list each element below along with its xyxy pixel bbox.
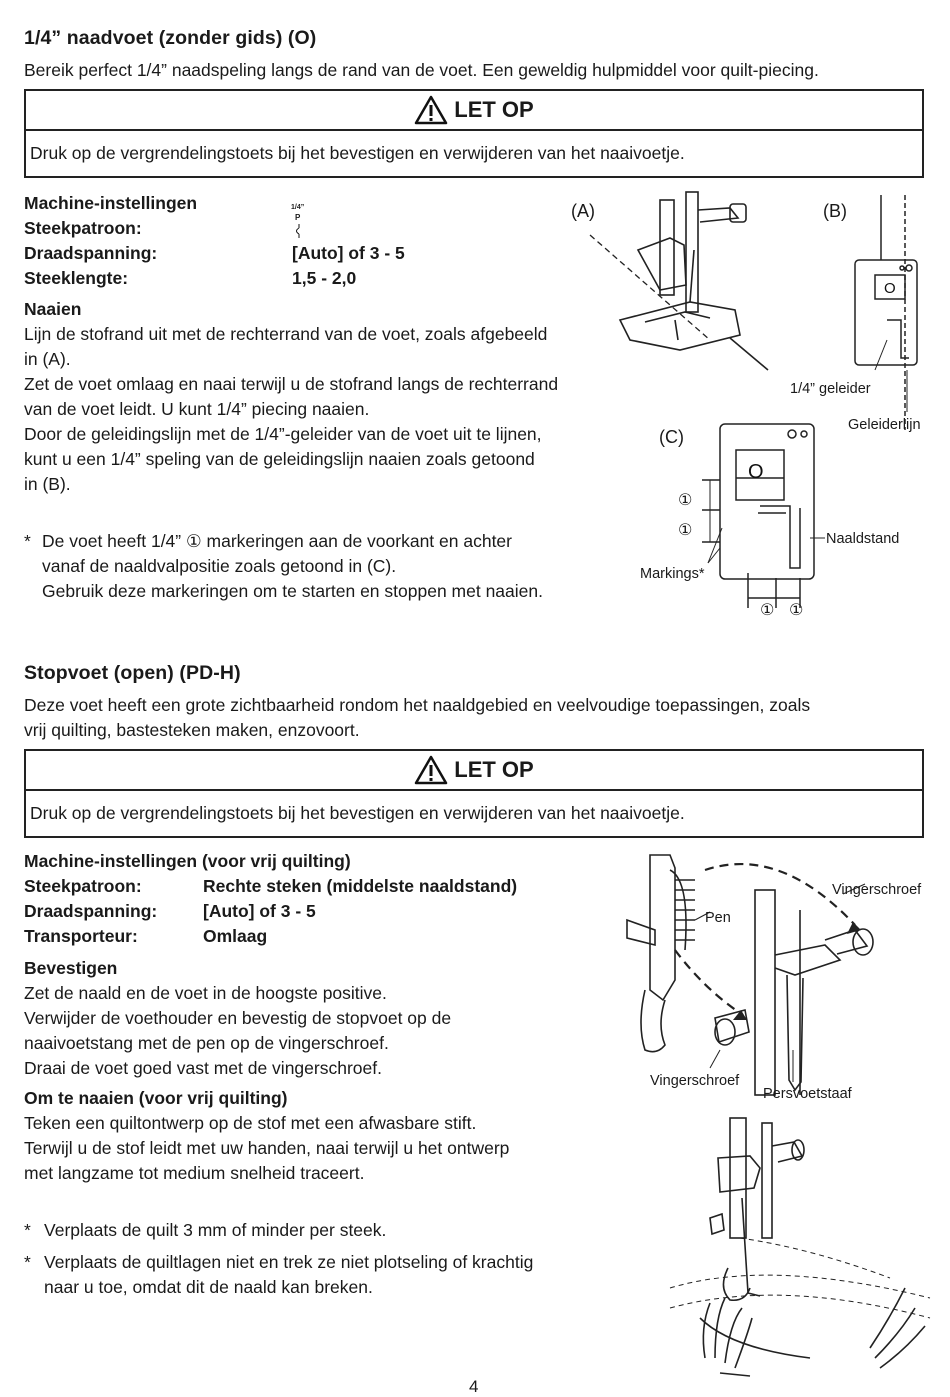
intro-line: vrij quilting, bastesteken maken, enzovoort. bbox=[24, 720, 360, 740]
sewing-line: kunt u een 1/4” speling van de geleidingslijn naaien zoals getoond bbox=[24, 449, 535, 469]
free-quilting-illustration bbox=[690, 1118, 930, 1378]
settings2-label-feed: Transporteur: bbox=[24, 926, 138, 946]
note-line: Verplaats de quiltlagen niet en trek ze niet plotseling of krachtig bbox=[44, 1252, 534, 1272]
note-line: De voet heeft 1/4” ① markeringen aan de voorkant en achter bbox=[42, 531, 512, 551]
figure-c-foot-letter: O bbox=[748, 461, 764, 483]
caution-heading: LET OP bbox=[454, 757, 534, 782]
figure-a-label: (A) bbox=[571, 201, 595, 221]
sewing-line: Door de geleidingslijn met de 1/4”-geleider van de voet uit te lijnen, bbox=[24, 424, 542, 444]
sewing-text bbox=[24, 322, 558, 497]
thumbscrew-label-bottom: Vingerschroef bbox=[650, 1073, 740, 1089]
note-star: * bbox=[24, 531, 31, 551]
note-text bbox=[42, 529, 543, 604]
attach-line: Draai de voet goed vast met de vingerschroef. bbox=[24, 1058, 382, 1078]
guideline-label: Geleiderlijn bbox=[848, 417, 921, 433]
caution-box-2 bbox=[24, 749, 924, 838]
attach-heading: Bevestigen bbox=[24, 958, 118, 978]
circle-one-marker: ① bbox=[678, 492, 693, 509]
sewing-line: van de voet leidt. U kunt 1/4” piecing naaien. bbox=[24, 399, 370, 419]
note-line: Gebruik deze markeringen om te starten en stoppen met naaien. bbox=[42, 581, 543, 601]
sew-line: met langzame tot medium snelheid traceert. bbox=[24, 1163, 365, 1183]
attach-line: Verwijder de voethouder en bevestig de stopvoet op de bbox=[24, 1008, 452, 1028]
note-text bbox=[44, 1250, 533, 1300]
stitch-pattern-icon bbox=[289, 204, 319, 240]
settings2-heading: Machine-instellingen (voor vrij quilting) bbox=[24, 851, 351, 871]
note-line: vanaf de naaldvalpositie zoals getoond in (C). bbox=[42, 556, 397, 576]
settings-label-stitch: Steekpatroon: bbox=[24, 218, 142, 238]
markings-label: Markings* bbox=[640, 566, 705, 582]
caution-box-1 bbox=[24, 89, 924, 178]
note-line: Verplaats de quilt 3 mm of minder per steek. bbox=[44, 1220, 387, 1240]
section2-title: Stopvoet (open) (PD-H) bbox=[24, 662, 241, 684]
settings-value-tension: [Auto] of 3 - 5 bbox=[292, 243, 405, 263]
settings2-value-feed: Omlaag bbox=[203, 926, 268, 946]
guide-label: 1/4” geleider bbox=[790, 381, 871, 397]
figure-a-illustration bbox=[590, 190, 790, 370]
settings-heading: Machine-instellingen bbox=[24, 193, 198, 213]
caution-heading: LET OP bbox=[454, 97, 534, 122]
note-star: * bbox=[24, 1252, 31, 1272]
figure-c-label: (C) bbox=[659, 427, 684, 447]
stitch-icon-label: 1/4” bbox=[291, 204, 305, 211]
note-star: * bbox=[24, 1220, 31, 1240]
circle-one-marker: ① bbox=[760, 602, 775, 619]
sew-text bbox=[24, 1111, 509, 1186]
settings-label-tension: Draadspanning: bbox=[24, 243, 158, 263]
settings-value-length: 1,5 - 2,0 bbox=[292, 268, 357, 288]
figure-b-label: (B) bbox=[823, 201, 847, 221]
sew-heading: Om te naaien (voor vrij quilting) bbox=[24, 1088, 288, 1108]
intro-line: Deze voet heeft een grote zichtbaarheid rondom het naaldgebied en veelvoudige toepassingen, zoals bbox=[24, 695, 811, 715]
settings-label-length: Steeklengte: bbox=[24, 268, 129, 288]
attach-line: Zet de naald en de voet in de hoogste positive. bbox=[24, 983, 387, 1003]
attach-line: naaivoetstang met de pen op de vingerschroef. bbox=[24, 1033, 389, 1053]
pen-label: Pen bbox=[705, 910, 731, 926]
figure-c-illustration bbox=[700, 418, 840, 618]
caution-text: Druk op de vergrendelingstoets bij het bevestigen en verwijderen van het naaivoetje. bbox=[30, 803, 685, 823]
caution-text: Druk op de vergrendelingstoets bij het bevestigen en verwijderen van het naaivoetje. bbox=[30, 143, 685, 163]
attach-text bbox=[24, 981, 451, 1081]
needle-position-label: Naaldstand bbox=[826, 531, 900, 547]
settings2-value-stitch: Rechte steken (middelste naaldstand) bbox=[203, 876, 518, 896]
figure-b-foot-letter: O bbox=[884, 280, 896, 297]
sewing-heading: Naaien bbox=[24, 299, 82, 319]
section1-intro: Bereik perfect 1/4” naadspeling langs de rand van de voet. Een geweldig hulpmiddel voor quilt-piecing. bbox=[24, 60, 819, 80]
circle-one-marker: ① bbox=[678, 522, 693, 539]
settings2-value-tension: [Auto] of 3 - 5 bbox=[203, 901, 316, 921]
caution-header bbox=[26, 751, 922, 791]
settings2-label-tension: Draadspanning: bbox=[24, 901, 158, 921]
stitch-icon-letter: P bbox=[295, 213, 301, 222]
sewing-line: in (A). bbox=[24, 349, 71, 369]
section2-intro bbox=[24, 693, 810, 743]
warning-icon bbox=[414, 755, 448, 785]
presser-bar-label: Persvoetstaaf bbox=[763, 1086, 852, 1102]
section1-title: 1/4” naadvoet (zonder gids) (O) bbox=[24, 27, 317, 49]
sewing-line: Lijn de stofrand uit met de rechterrand van de voet, zoals afgebeeld bbox=[24, 324, 548, 344]
sewing-line: in (B). bbox=[24, 474, 71, 494]
sew-line: Teken een quiltontwerp op de stof met een afwasbare stift. bbox=[24, 1113, 477, 1133]
caution-header bbox=[26, 91, 922, 131]
sewing-line: Zet de voet omlaag en naai terwijl u de stofrand langs de rechterrand bbox=[24, 374, 559, 394]
warning-icon bbox=[414, 95, 448, 125]
thumbscrew-label-top: Vingerschroef bbox=[832, 882, 922, 898]
settings2-label-stitch: Steekpatroon: bbox=[24, 876, 142, 896]
page-number: 4 bbox=[469, 1377, 479, 1396]
sew-line: Terwijl u de stof leidt met uw handen, naai terwijl u het ontwerp bbox=[24, 1138, 510, 1158]
circle-one-marker: ① bbox=[789, 602, 804, 619]
note-line: naar u toe, omdat dit de naald kan breken. bbox=[44, 1277, 373, 1297]
